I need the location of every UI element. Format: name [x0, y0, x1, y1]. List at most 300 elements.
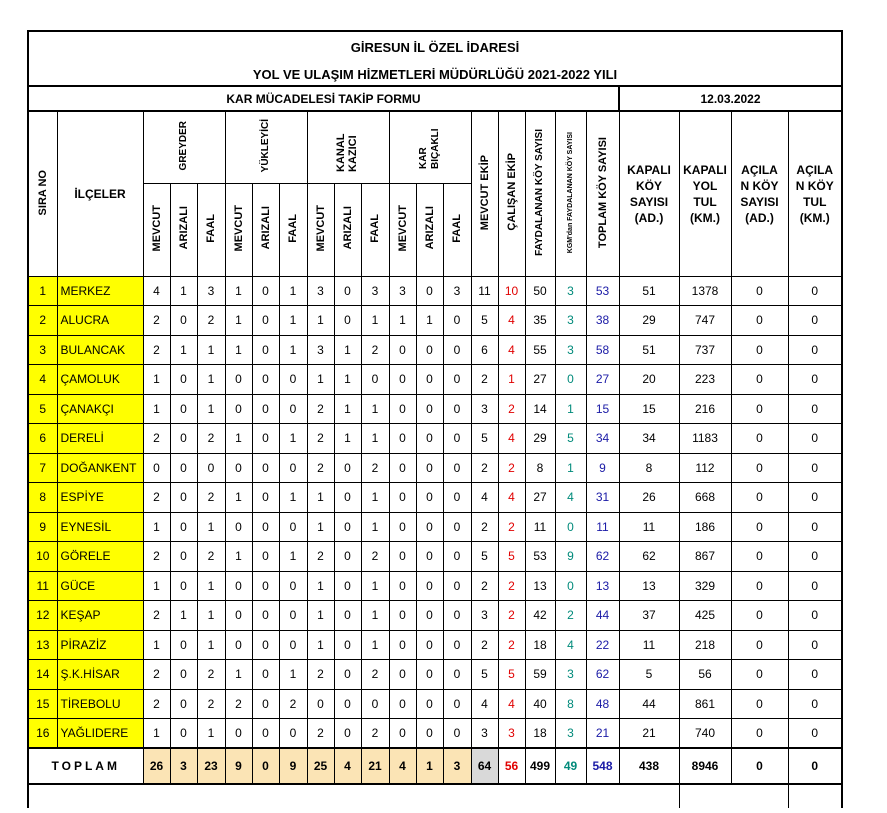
- table-cell: 1: [389, 306, 416, 336]
- table-cell: 0: [389, 512, 416, 542]
- table-cell: 0: [731, 601, 788, 631]
- district-name: KEŞAP: [57, 601, 143, 631]
- table-cell: 0: [279, 394, 307, 424]
- table-cell: 0: [788, 335, 842, 365]
- table-cell: 3: [307, 335, 334, 365]
- table-cell: 0: [170, 660, 197, 690]
- total-cell: 21: [361, 748, 389, 784]
- table-cell: 0: [252, 306, 279, 336]
- sub-yukleyici-arizali: ARIZALI: [252, 183, 279, 276]
- table-cell: 2: [225, 689, 252, 719]
- table-cell: 50: [525, 276, 555, 306]
- table-cell: 0: [788, 276, 842, 306]
- table-cell: 0: [555, 512, 586, 542]
- table-cell: 0: [731, 453, 788, 483]
- table-cell: 1: [555, 453, 586, 483]
- table-cell: 0: [170, 424, 197, 454]
- table-cell: 62: [586, 660, 619, 690]
- table-cell: 2: [143, 335, 170, 365]
- table-cell: 0: [443, 660, 471, 690]
- header-kanal-kazici: KANAL KAZICI: [307, 111, 389, 183]
- table-cell: 0: [361, 689, 389, 719]
- total-cell: 23: [197, 748, 225, 784]
- table-cell: 0: [170, 630, 197, 660]
- table-cell: 13: [586, 571, 619, 601]
- row-number: 4: [28, 365, 57, 395]
- table-cell: 2: [498, 512, 525, 542]
- table-cell: 0: [334, 601, 361, 631]
- table-cell: 4: [498, 424, 525, 454]
- blank-cell: [679, 784, 788, 808]
- district-name: GÜCE: [57, 571, 143, 601]
- table-cell: 1: [197, 394, 225, 424]
- table-cell: 0: [416, 601, 443, 631]
- table-cell: 5: [498, 660, 525, 690]
- table-cell: 1: [143, 512, 170, 542]
- table-cell: 1: [225, 276, 252, 306]
- table-cell: 2: [361, 719, 389, 749]
- table-cell: 37: [619, 601, 679, 631]
- table-cell: 56: [679, 660, 731, 690]
- table-cell: 13: [525, 571, 555, 601]
- total-cell: 3: [170, 748, 197, 784]
- table-cell: 18: [525, 630, 555, 660]
- table-cell: 3: [555, 660, 586, 690]
- table-cell: 2: [555, 601, 586, 631]
- total-cell: 3: [443, 748, 471, 784]
- table-cell: 0: [416, 571, 443, 601]
- table-cell: 0: [225, 630, 252, 660]
- table-cell: 0: [788, 542, 842, 572]
- table-cell: 0: [731, 719, 788, 749]
- table-cell: 51: [619, 276, 679, 306]
- table-cell: 1: [170, 335, 197, 365]
- table-cell: 22: [586, 630, 619, 660]
- table-cell: 0: [279, 601, 307, 631]
- table-cell: 329: [679, 571, 731, 601]
- table-cell: 0: [252, 512, 279, 542]
- table-cell: 2: [143, 483, 170, 513]
- table-cell: 2: [307, 394, 334, 424]
- table-cell: 1: [225, 335, 252, 365]
- table-cell: 0: [334, 483, 361, 513]
- district-name: MERKEZ: [57, 276, 143, 306]
- table-cell: 0: [389, 571, 416, 601]
- table-cell: 11: [619, 630, 679, 660]
- table-cell: 2: [361, 335, 389, 365]
- table-cell: 2: [197, 424, 225, 454]
- table-cell: 112: [679, 453, 731, 483]
- table-cell: 0: [197, 453, 225, 483]
- table-cell: 18: [525, 719, 555, 749]
- table-cell: 2: [361, 660, 389, 690]
- table-cell: 0: [334, 630, 361, 660]
- table-cell: 53: [525, 542, 555, 572]
- table-cell: 1: [225, 660, 252, 690]
- total-cell: 26: [143, 748, 170, 784]
- table-cell: 1: [225, 306, 252, 336]
- total-row: [28, 748, 842, 784]
- table-cell: 0: [443, 512, 471, 542]
- table-cell: 1: [225, 483, 252, 513]
- table-cell: 9: [555, 542, 586, 572]
- table-cell: 2: [471, 453, 498, 483]
- sub-yukleyici-mevcut: MEVCUT: [225, 183, 252, 276]
- table-cell: 0: [788, 394, 842, 424]
- total-cell: 8946: [679, 748, 731, 784]
- table-cell: 0: [731, 335, 788, 365]
- sub-kar-faal: FAAL: [443, 183, 471, 276]
- table-cell: 0: [443, 365, 471, 395]
- table-cell: 8: [619, 453, 679, 483]
- table-cell: 0: [731, 630, 788, 660]
- table-cell: 21: [619, 719, 679, 749]
- table-cell: 0: [225, 365, 252, 395]
- table-cell: 0: [334, 453, 361, 483]
- table-cell: 747: [679, 306, 731, 336]
- table-row: [28, 394, 842, 424]
- total-cell: 1: [416, 748, 443, 784]
- table-cell: 1: [279, 660, 307, 690]
- table-cell: 1: [279, 424, 307, 454]
- table-cell: 0: [225, 719, 252, 749]
- table-cell: 0: [788, 306, 842, 336]
- table-cell: 62: [586, 542, 619, 572]
- table-cell: 0: [279, 453, 307, 483]
- table-cell: 4: [555, 630, 586, 660]
- district-name: DOĞANKENT: [57, 453, 143, 483]
- table-cell: 0: [252, 365, 279, 395]
- table-cell: 186: [679, 512, 731, 542]
- table-cell: 1: [307, 512, 334, 542]
- table-cell: 2: [279, 689, 307, 719]
- table-cell: 737: [679, 335, 731, 365]
- table-cell: 0: [788, 689, 842, 719]
- table-cell: 4: [498, 689, 525, 719]
- table-cell: 0: [334, 512, 361, 542]
- sub-yukleyici-faal: FAAL: [279, 183, 307, 276]
- table-cell: 2: [361, 542, 389, 572]
- table-cell: 1: [197, 719, 225, 749]
- table-cell: 0: [252, 394, 279, 424]
- table-cell: 0: [389, 483, 416, 513]
- table-row: [28, 542, 842, 572]
- table-cell: 0: [416, 394, 443, 424]
- table-cell: 0: [252, 542, 279, 572]
- table-cell: 1: [225, 424, 252, 454]
- table-cell: 1: [307, 630, 334, 660]
- table-cell: 0: [788, 571, 842, 601]
- table-cell: 0: [416, 689, 443, 719]
- table-cell: 0: [731, 394, 788, 424]
- table-cell: 48: [586, 689, 619, 719]
- header-greyder: GREYDER: [143, 111, 225, 183]
- table-cell: 15: [619, 394, 679, 424]
- district-name: Ş.K.HİSAR: [57, 660, 143, 690]
- table-cell: 0: [170, 719, 197, 749]
- total-cell: 25: [307, 748, 334, 784]
- table-cell: 2: [307, 660, 334, 690]
- total-label: TOPLAM: [28, 748, 143, 784]
- table-row: [28, 365, 842, 395]
- table-row: [28, 571, 842, 601]
- table-cell: 3: [197, 276, 225, 306]
- table-cell: 1: [334, 394, 361, 424]
- table-cell: 1: [307, 601, 334, 631]
- table-cell: 2: [498, 453, 525, 483]
- table-cell: 0: [252, 689, 279, 719]
- table-cell: 0: [252, 453, 279, 483]
- table-cell: 2: [471, 630, 498, 660]
- table-cell: 0: [731, 689, 788, 719]
- table-cell: 1: [197, 571, 225, 601]
- table-cell: 1: [197, 365, 225, 395]
- row-number: 6: [28, 424, 57, 454]
- table-cell: 0: [389, 365, 416, 395]
- row-number: 12: [28, 601, 57, 631]
- table-cell: 1: [279, 335, 307, 365]
- table-cell: 0: [252, 630, 279, 660]
- table-cell: 1: [279, 306, 307, 336]
- table-cell: 4: [498, 335, 525, 365]
- table-cell: 1: [143, 365, 170, 395]
- row-number: 15: [28, 689, 57, 719]
- table-cell: 0: [334, 276, 361, 306]
- total-cell: 0: [252, 748, 279, 784]
- table-cell: 2: [307, 542, 334, 572]
- header-kar-bicakli: KAR BIÇAKLI: [389, 111, 471, 183]
- row-number: 16: [28, 719, 57, 749]
- table-cell: 2: [197, 306, 225, 336]
- table-cell: 2: [143, 542, 170, 572]
- table-cell: 1: [307, 571, 334, 601]
- table-cell: 62: [619, 542, 679, 572]
- table-cell: 1: [334, 424, 361, 454]
- table-cell: 0: [443, 719, 471, 749]
- table-cell: 35: [525, 306, 555, 336]
- table-cell: 0: [252, 660, 279, 690]
- sub-kar-arizali: ARIZALI: [416, 183, 443, 276]
- district-name: ESPİYE: [57, 483, 143, 513]
- district-name: DERELİ: [57, 424, 143, 454]
- row-number: 8: [28, 483, 57, 513]
- table-cell: 0: [252, 601, 279, 631]
- table-cell: 0: [788, 512, 842, 542]
- table-cell: 2: [197, 483, 225, 513]
- table-cell: 1: [307, 306, 334, 336]
- table-cell: 0: [443, 424, 471, 454]
- table-cell: 0: [225, 453, 252, 483]
- table-cell: 11: [525, 512, 555, 542]
- table-cell: 0: [731, 660, 788, 690]
- table-cell: 0: [334, 719, 361, 749]
- table-row: [28, 335, 842, 365]
- header-sira-no: SIRA NO: [28, 111, 57, 276]
- total-cell: 438: [619, 748, 679, 784]
- table-cell: 425: [679, 601, 731, 631]
- table-cell: 4: [471, 483, 498, 513]
- table-cell: 29: [619, 306, 679, 336]
- row-number: 7: [28, 453, 57, 483]
- table-cell: 2: [471, 512, 498, 542]
- table-cell: 3: [471, 601, 498, 631]
- sub-kar-mevcut: MEVCUT: [389, 183, 416, 276]
- table-cell: 0: [443, 306, 471, 336]
- table-cell: 53: [586, 276, 619, 306]
- table-cell: 27: [525, 365, 555, 395]
- table-cell: 0: [416, 365, 443, 395]
- table-cell: 3: [498, 719, 525, 749]
- district-name: ÇANAKÇI: [57, 394, 143, 424]
- table-cell: 1183: [679, 424, 731, 454]
- table-cell: 13: [619, 571, 679, 601]
- table-cell: 0: [443, 571, 471, 601]
- table-cell: 11: [586, 512, 619, 542]
- table-cell: 0: [279, 365, 307, 395]
- table-cell: 11: [471, 276, 498, 306]
- table-cell: 38: [586, 306, 619, 336]
- table-cell: 10: [498, 276, 525, 306]
- table-cell: 31: [586, 483, 619, 513]
- blank-cell: [788, 784, 842, 808]
- row-number: 5: [28, 394, 57, 424]
- table-cell: 8: [525, 453, 555, 483]
- table-cell: 0: [252, 483, 279, 513]
- table-cell: 1: [307, 483, 334, 513]
- table-cell: 0: [788, 483, 842, 513]
- total-cell: 0: [731, 748, 788, 784]
- table-cell: 0: [788, 719, 842, 749]
- sub-kanal-arizali: ARIZALI: [334, 183, 361, 276]
- table-cell: 0: [389, 660, 416, 690]
- table-cell: 1: [197, 335, 225, 365]
- table-cell: 1: [361, 424, 389, 454]
- table-cell: 4: [555, 483, 586, 513]
- table-cell: 3: [471, 719, 498, 749]
- table-cell: 42: [525, 601, 555, 631]
- table-cell: 1: [143, 571, 170, 601]
- table-cell: 2: [471, 571, 498, 601]
- total-cell: 4: [334, 748, 361, 784]
- table-cell: 0: [416, 453, 443, 483]
- table-cell: 9: [586, 453, 619, 483]
- table-cell: 1: [197, 601, 225, 631]
- total-cell: 49: [555, 748, 586, 784]
- district-name: ÇAMOLUK: [57, 365, 143, 395]
- table-cell: 21: [586, 719, 619, 749]
- table-row: [28, 453, 842, 483]
- header-calisan-ekip: ÇALIŞAN EKİP: [498, 111, 525, 276]
- table-cell: 0: [252, 424, 279, 454]
- table-cell: 0: [443, 689, 471, 719]
- table-cell: 0: [788, 601, 842, 631]
- table-cell: 27: [586, 365, 619, 395]
- table-cell: 3: [471, 394, 498, 424]
- table-cell: 0: [443, 601, 471, 631]
- total-cell: 9: [279, 748, 307, 784]
- row-number: 9: [28, 512, 57, 542]
- table-cell: 2: [498, 571, 525, 601]
- table-cell: 1: [361, 483, 389, 513]
- table-cell: 0: [225, 512, 252, 542]
- table-cell: 0: [389, 542, 416, 572]
- table-cell: 29: [525, 424, 555, 454]
- table-cell: 1: [361, 512, 389, 542]
- table-cell: 2: [307, 719, 334, 749]
- district-name: YAĞLIDERE: [57, 719, 143, 749]
- header-faydalanan: FAYDALANAN KÖY SAYISI: [525, 111, 555, 276]
- table-cell: 3: [443, 276, 471, 306]
- table-cell: 0: [443, 453, 471, 483]
- table-cell: 1: [279, 276, 307, 306]
- table-cell: 20: [619, 365, 679, 395]
- header-acilan-yol: AÇILA N KÖY TUL (KM.): [788, 111, 842, 276]
- kar-mucadelesi-table: [27, 30, 843, 808]
- sub-greyder-mevcut: MEVCUT: [143, 183, 170, 276]
- table-cell: 2: [197, 689, 225, 719]
- table-cell: 27: [525, 483, 555, 513]
- table-cell: 2: [143, 424, 170, 454]
- table-cell: 0: [731, 512, 788, 542]
- table-cell: 2: [143, 306, 170, 336]
- blank-row: [28, 784, 842, 808]
- table-cell: 5: [471, 660, 498, 690]
- sub-kanal-faal: FAAL: [361, 183, 389, 276]
- table-cell: 8: [555, 689, 586, 719]
- total-cell: 4: [389, 748, 416, 784]
- table-row: [28, 689, 842, 719]
- table-cell: 2: [143, 601, 170, 631]
- total-cell: 56: [498, 748, 525, 784]
- table-cell: 668: [679, 483, 731, 513]
- table-cell: 0: [788, 660, 842, 690]
- row-number: 3: [28, 335, 57, 365]
- table-cell: 3: [389, 276, 416, 306]
- table-row: [28, 630, 842, 660]
- header-kgm: KGM'dan FAYDALANAN KÖY SAYISI: [555, 111, 586, 276]
- district-name: EYNESİL: [57, 512, 143, 542]
- table-cell: 0: [170, 542, 197, 572]
- table-cell: 2: [143, 660, 170, 690]
- table-cell: 40: [525, 689, 555, 719]
- table-cell: 0: [416, 424, 443, 454]
- table-cell: 1: [143, 630, 170, 660]
- district-name: TİREBOLU: [57, 689, 143, 719]
- table-cell: 0: [416, 335, 443, 365]
- table-cell: 0: [555, 365, 586, 395]
- table-cell: 740: [679, 719, 731, 749]
- table-cell: 0: [416, 276, 443, 306]
- table-cell: 0: [279, 719, 307, 749]
- table-cell: 26: [619, 483, 679, 513]
- table-row: [28, 424, 842, 454]
- table-cell: 1: [416, 306, 443, 336]
- table-cell: 5: [471, 306, 498, 336]
- table-cell: 0: [416, 719, 443, 749]
- table-cell: 1: [361, 571, 389, 601]
- table-cell: 0: [416, 542, 443, 572]
- table-cell: 1: [225, 542, 252, 572]
- table-row: [28, 276, 842, 306]
- header-kapali-koy: KAPALI KÖY SAYISI (AD.): [619, 111, 679, 276]
- header-mevcut-ekip: MEVCUT EKİP: [471, 111, 498, 276]
- table-cell: 0: [788, 424, 842, 454]
- table-cell: 0: [334, 689, 361, 719]
- table-cell: 2: [143, 689, 170, 719]
- table-row: [28, 483, 842, 513]
- table-cell: 3: [361, 276, 389, 306]
- table-cell: 0: [416, 483, 443, 513]
